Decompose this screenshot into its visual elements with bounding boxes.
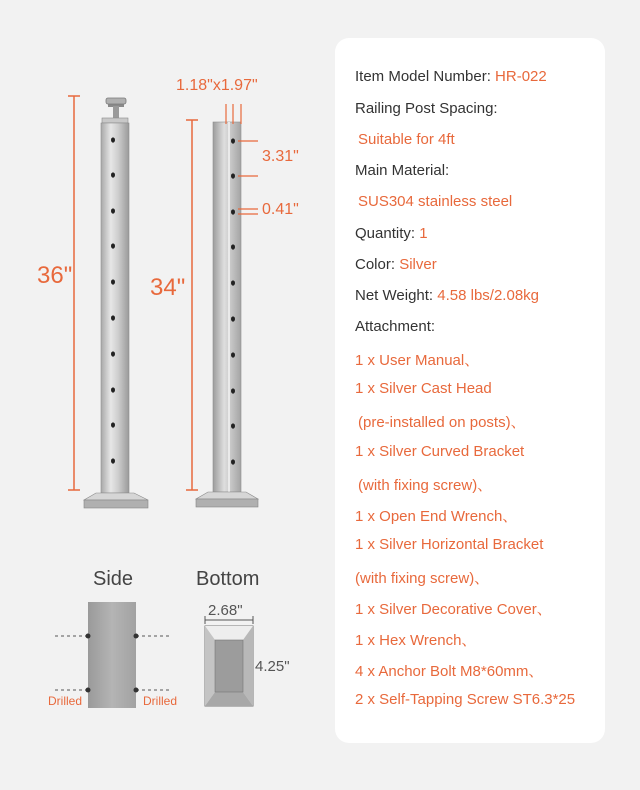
hole-spacing-label: 3.31" <box>262 148 299 165</box>
spec-spacing-value: Suitable for 4ft <box>358 131 455 148</box>
attachment-item: 4 x Anchor Bolt M8*60mm、 <box>355 663 544 680</box>
post-with-head <box>84 98 148 508</box>
side-view <box>55 602 172 708</box>
base-length-label: 4.25" <box>255 658 290 675</box>
side-view-caption: Side <box>93 568 134 590</box>
drilled-right-label: Drilled <box>143 694 178 708</box>
spec-spacing-label: Railing Post Spacing: <box>355 100 498 117</box>
height-34-label: 34" <box>150 274 186 301</box>
hole-offset-label: 0.41" <box>262 201 299 218</box>
base-width-label: 2.68" <box>208 602 243 619</box>
attachment-item: 1 x Hex Wrench、 <box>355 632 477 649</box>
post-without-head <box>196 122 258 507</box>
height-34-dimension-line <box>186 120 198 490</box>
spec-material-value: SUS304 stainless steel <box>358 193 513 210</box>
attachment-item: 1 x Silver Decorative Cover、 <box>355 601 552 618</box>
attachment-item: (with fixing screw)、 <box>355 570 490 587</box>
spec-model: Item Model Number: HR-022 <box>355 68 547 85</box>
height-36-label: 36" <box>37 262 73 289</box>
spec-material-label: Main Material: <box>355 162 450 179</box>
drilled-left-label: Drilled <box>48 694 83 708</box>
attachment-item: 1 x User Manual、 <box>355 352 480 369</box>
spec-quantity: Quantity: 1 <box>355 225 428 242</box>
attachment-item: (pre-installed on posts)、 <box>358 414 526 431</box>
spec-color: Color: Silver <box>355 256 437 273</box>
cross-section-ticks <box>226 104 241 124</box>
attachment-item: (with fixing screw)、 <box>358 477 493 494</box>
spec-weight: Net Weight: 4.58 lbs/2.08kg <box>355 287 540 304</box>
attachment-item: 2 x Self-Tapping Screw ST6.3*25 <box>355 691 576 708</box>
cross-section-label: 1.18"x1.97" <box>176 77 258 94</box>
bottom-view-caption: Bottom <box>196 568 260 590</box>
bottom-view <box>205 616 253 706</box>
spec-attachment-label: Attachment: <box>355 318 436 335</box>
attachment-item: 1 x Silver Curved Bracket <box>355 443 525 460</box>
attachment-item: 1 x Open End Wrench、 <box>355 508 518 525</box>
attachment-item: 1 x Silver Cast Head <box>355 380 492 397</box>
attachment-item: 1 x Silver Horizontal Bracket <box>355 536 544 553</box>
height-36-dimension-line <box>68 96 80 490</box>
